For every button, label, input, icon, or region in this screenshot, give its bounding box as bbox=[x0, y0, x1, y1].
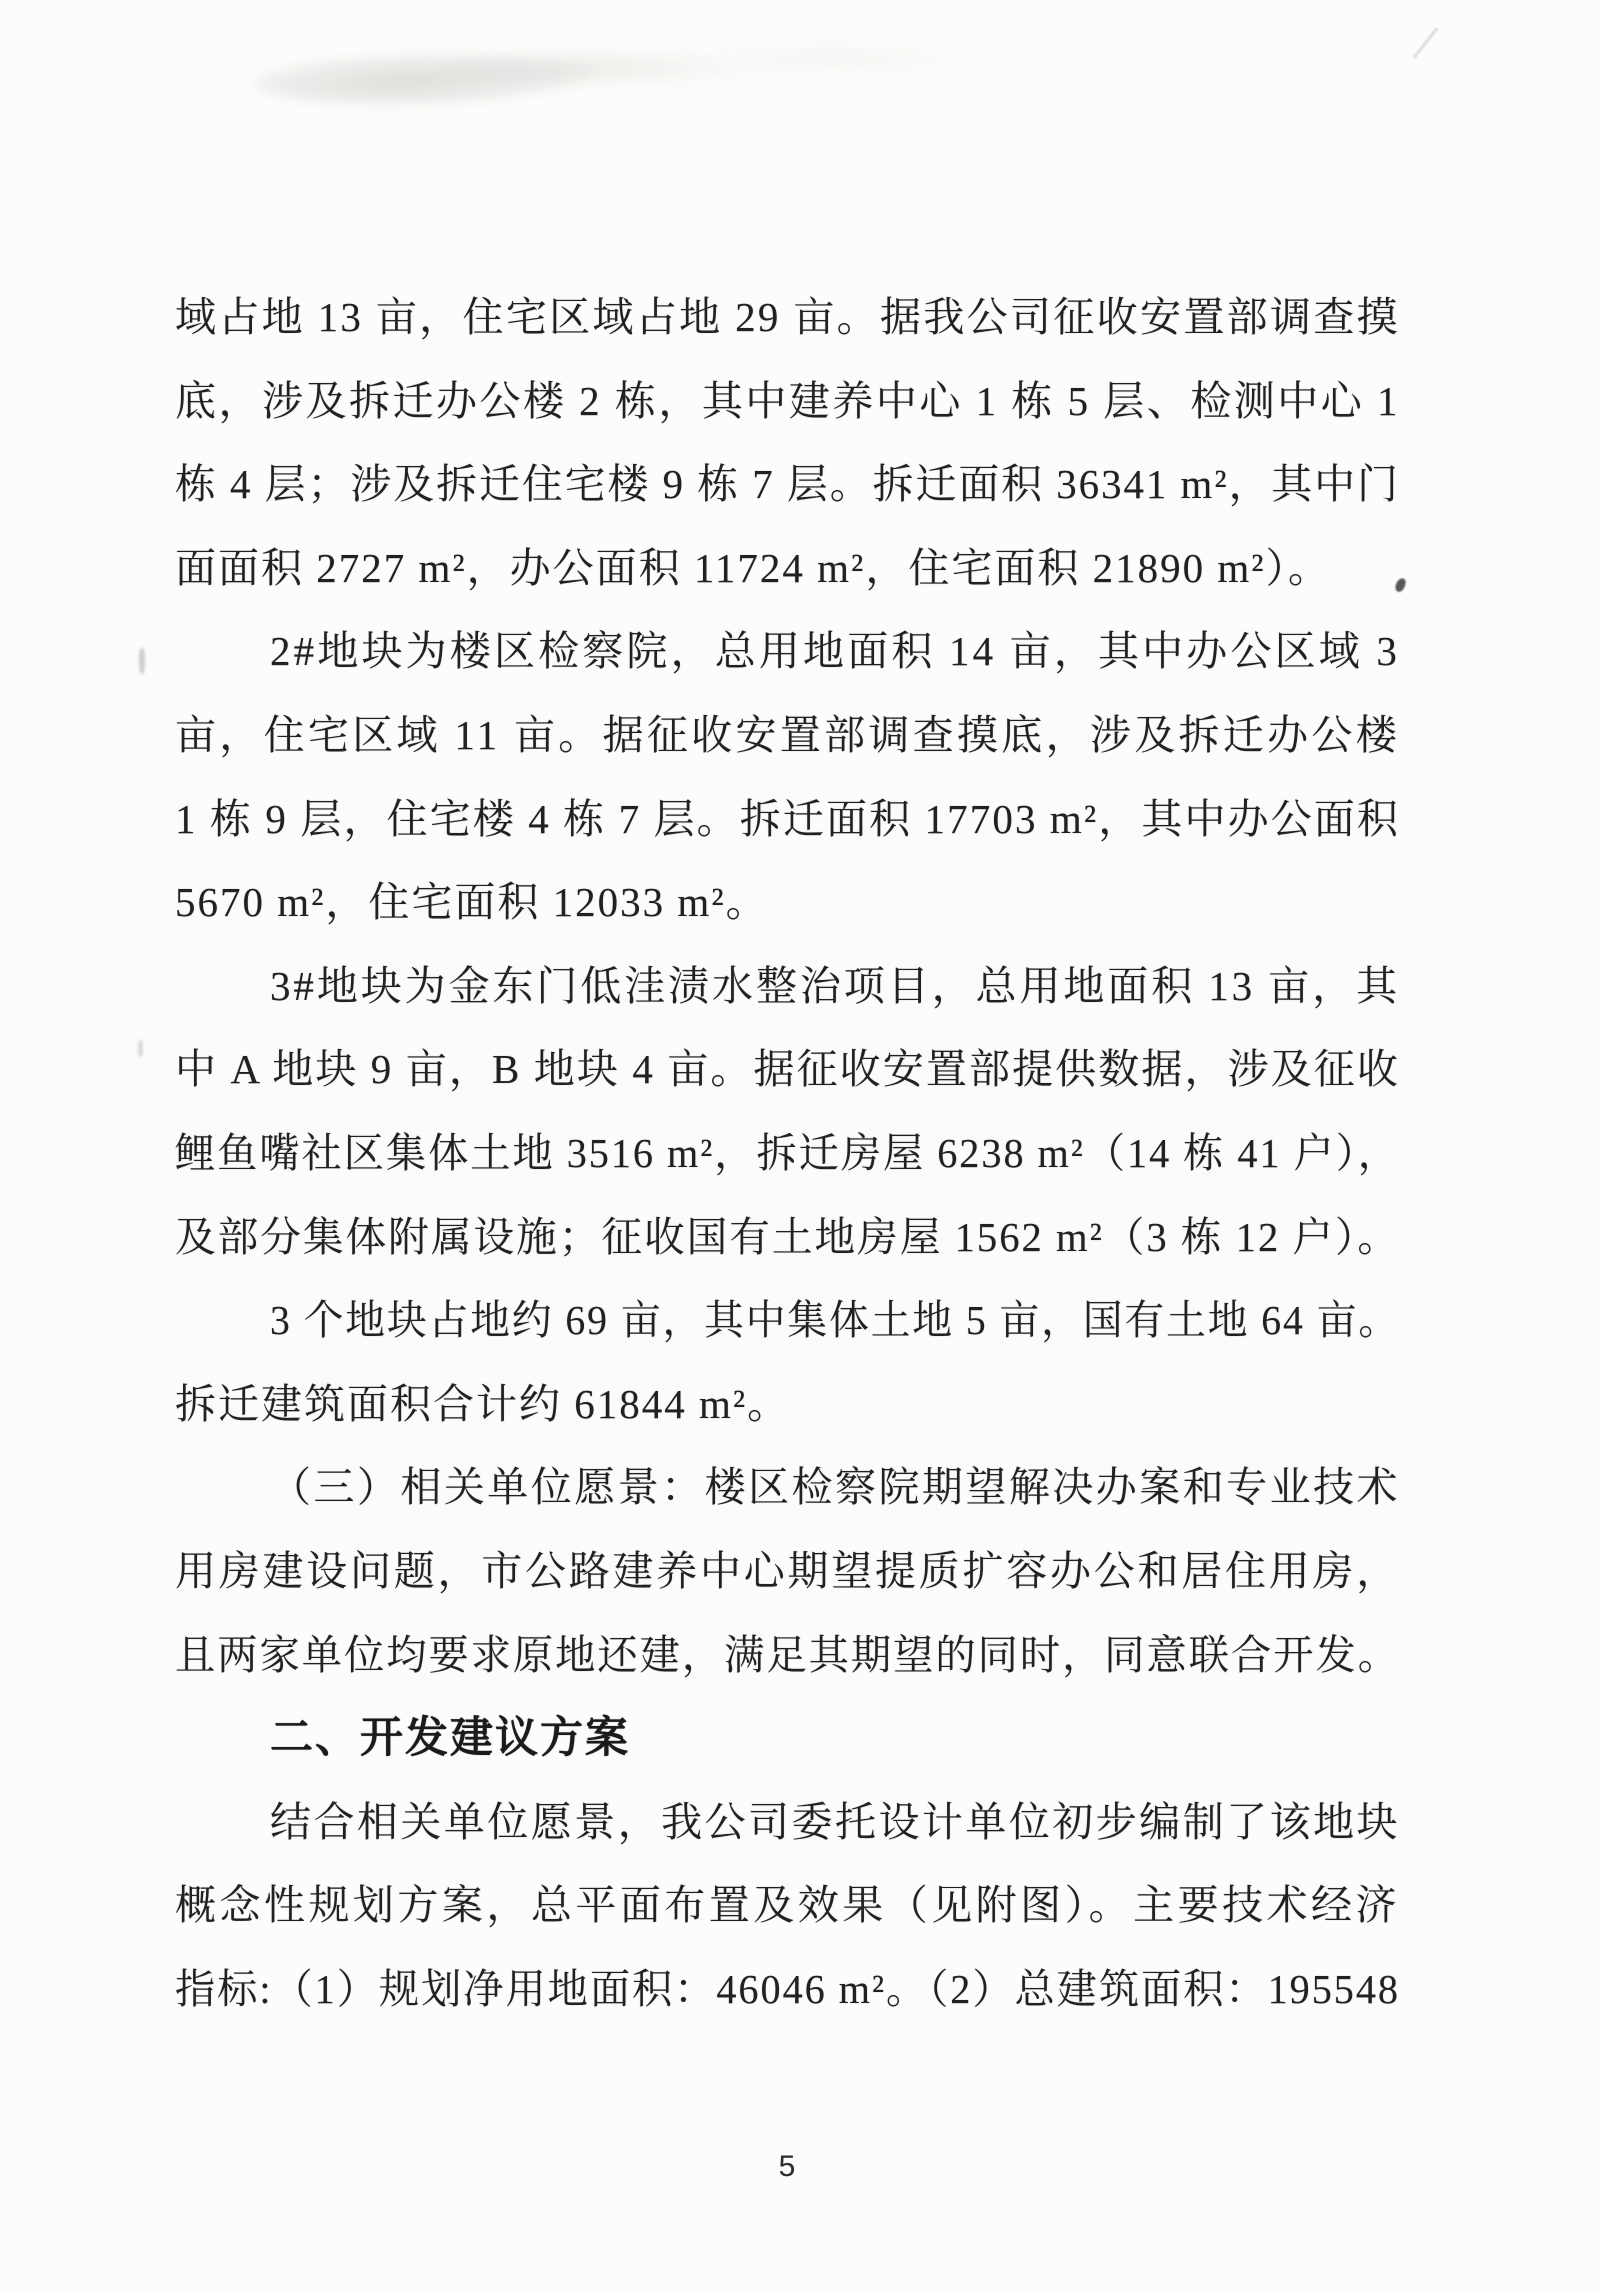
text-line bbox=[175, 1530, 1400, 1614]
text-line-content: 指标:（1）规划净用地面积：46046 m²。（2）总建筑面积：195548 bbox=[175, 1965, 1400, 2012]
text-line bbox=[175, 443, 1400, 527]
text-line bbox=[175, 1112, 1400, 1196]
text-line bbox=[175, 945, 1400, 1029]
scan-smudge bbox=[680, 42, 980, 76]
text-line-content: 3 个地块占地约 69 亩，其中集体土地 5 亩，国有土地 64 亩。 bbox=[270, 1297, 1400, 1344]
text-line-content: 用房建设问题，市公路建养中心期望提质扩容办公和居住用房， bbox=[175, 1547, 1400, 1594]
text-line-content: 拆迁建筑面积合计约 61844 m²。 bbox=[175, 1380, 791, 1427]
scan-scratch bbox=[1413, 27, 1439, 59]
text-line bbox=[175, 1279, 1400, 1363]
page-number: 5 bbox=[778, 2150, 796, 2183]
text-line-content: 5670 m²，住宅面积 12033 m²。 bbox=[175, 879, 769, 926]
section-heading bbox=[175, 1697, 1400, 1781]
text-line bbox=[175, 778, 1400, 862]
text-line-content: （三）相关单位愿景：楼区检察院期望解决办案和专业技术 bbox=[270, 1464, 1400, 1511]
text-line bbox=[175, 1781, 1400, 1865]
text-line-content: 2#地块为楼区检察院，总用地面积 14 亩，其中办公区域 3 bbox=[270, 628, 1400, 675]
text-line-content: 1 栋 9 层，住宅楼 4 栋 7 层。拆迁面积 17703 m²，其中办公面积 bbox=[175, 795, 1400, 842]
text-line bbox=[175, 1864, 1400, 1948]
scan-speck bbox=[138, 1040, 143, 1057]
text-line bbox=[175, 610, 1400, 694]
text-line-content: 及部分集体附属设施；征收国有土地房屋 1562 m²（3 栋 12 户）。 bbox=[175, 1213, 1400, 1260]
text-line-content: 中 A 地块 9 亩，B 地块 4 亩。据征收安置部提供数据，涉及征收 bbox=[175, 1046, 1400, 1093]
text-line bbox=[175, 1948, 1400, 2032]
section-heading-text: 二、开发建议方案 bbox=[270, 1714, 630, 1763]
text-line-content: 域占地 13 亩，住宅区域占地 29 亩。据我公司征收安置部调查摸 bbox=[175, 294, 1400, 340]
text-line-content: 概念性规划方案，总平面布置及效果（见附图）。主要技术经济 bbox=[175, 1882, 1400, 1929]
text-line-content: 且两家单位均要求原地还建，满足其期望的同时，同意联合开发。 bbox=[175, 1631, 1400, 1678]
scan-speck bbox=[139, 648, 145, 674]
text-line bbox=[175, 694, 1400, 778]
text-line bbox=[175, 1028, 1400, 1112]
text-line-content: 亩，住宅区域 11 亩。据征收安置部调查摸底，涉及拆迁办公楼 bbox=[175, 711, 1400, 758]
text-line bbox=[175, 1196, 1400, 1280]
text-line bbox=[175, 1614, 1400, 1698]
text-line-content: 鲤鱼嘴社区集体土地 3516 m²，拆迁房屋 6238 m²（14 栋 41 户）， bbox=[175, 1129, 1400, 1176]
text-line bbox=[175, 360, 1400, 444]
document-body bbox=[175, 276, 1400, 2031]
text-line-content: 栋 4 层；涉及拆迁住宅楼 9 栋 7 层。拆迁面积 36341 m²，其中门 bbox=[175, 461, 1400, 508]
text-line-content: 结合相关单位愿景，我公司委托设计单位初步编制了该地块 bbox=[270, 1798, 1400, 1845]
text-line-content: 面面积 2727 m²，办公面积 11724 m²，住宅面积 21890 m²）。 bbox=[175, 544, 1332, 591]
text-line bbox=[175, 1446, 1400, 1530]
text-line bbox=[175, 861, 1400, 945]
text-line bbox=[175, 276, 1400, 360]
text-line-content: 底，涉及拆迁办公楼 2 栋，其中建养中心 1 栋 5 层、检测中心 1 bbox=[175, 377, 1400, 424]
text-line bbox=[175, 1363, 1400, 1447]
text-line bbox=[175, 527, 1400, 611]
text-line-content: 3#地块为金东门低洼渍水整治项目，总用地面积 13 亩，其 bbox=[270, 962, 1400, 1009]
